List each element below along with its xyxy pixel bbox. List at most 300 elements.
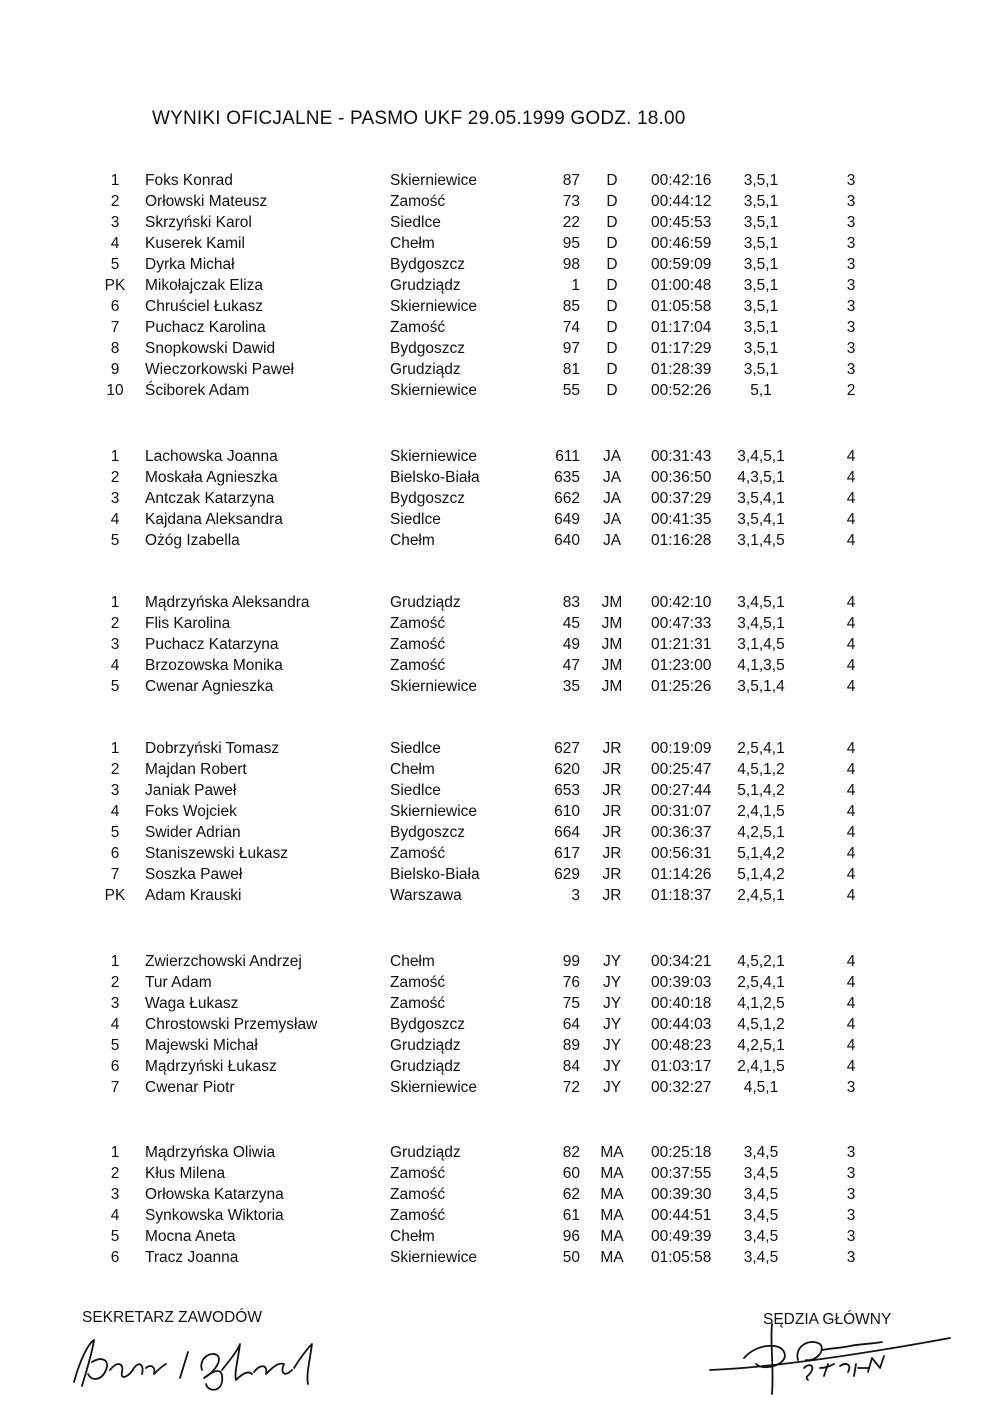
table-row [0, 1165, 1000, 1186]
start-number-cell: 85 [562, 298, 580, 315]
time-cell: 01:18:37 [651, 887, 712, 904]
results-group [0, 448, 1000, 553]
city-cell: Siedlce [390, 740, 441, 757]
place-cell: 4 [110, 657, 120, 674]
city-cell: Chełm [390, 1228, 435, 1245]
checkpoint-order-cell: 3,4,5 [743, 1186, 779, 1203]
place-cell: 4 [110, 1016, 120, 1033]
secretary-label: SEKRETARZ ZAWODÓW [82, 1309, 262, 1326]
checkpoint-count-cell: 4 [846, 845, 856, 862]
checkpoint-count-cell: 4 [846, 1016, 856, 1033]
checkpoint-order-cell: 3,4,5,1 [737, 448, 785, 465]
category-cell: JY [602, 1016, 622, 1033]
start-number-cell: 84 [562, 1058, 580, 1075]
city-cell: Siedlce [390, 214, 441, 231]
checkpoint-count-cell: 3 [846, 1186, 856, 1203]
table-row [0, 214, 1000, 235]
start-number-cell: 95 [562, 235, 580, 252]
table-row [0, 1037, 1000, 1058]
checkpoint-count-cell: 4 [846, 953, 856, 970]
city-cell: Skierniewice [390, 678, 478, 695]
checkpoint-count-cell: 4 [846, 887, 856, 904]
name-cell: Adam Krauski [145, 887, 242, 904]
place-cell: 8 [110, 340, 120, 357]
city-cell: Zamość [390, 319, 446, 336]
table-row [0, 340, 1000, 361]
table-row [0, 172, 1000, 193]
table-row [0, 615, 1000, 636]
city-cell: Bielsko-Biała [390, 469, 480, 486]
place-cell: 3 [110, 995, 120, 1012]
checkpoint-order-cell: 3,5,1,4 [737, 678, 785, 695]
category-cell: JM [601, 636, 623, 653]
checkpoint-count-cell: 3 [846, 1079, 856, 1096]
table-row [0, 235, 1000, 256]
city-cell: Zamość [390, 974, 446, 991]
table-row [0, 678, 1000, 699]
name-cell: Mądrzyńska Aleksandra [145, 594, 310, 611]
category-cell: JY [602, 974, 622, 991]
time-cell: 01:17:29 [651, 340, 712, 357]
city-cell: Grudziądz [390, 1037, 461, 1054]
city-cell: Chełm [390, 953, 435, 970]
category-cell: JR [602, 845, 622, 862]
time-cell: 01:25:26 [651, 678, 712, 695]
table-row [0, 1207, 1000, 1228]
time-cell: 00:44:51 [651, 1207, 712, 1224]
start-number-cell: 76 [562, 974, 580, 991]
city-cell: Siedlce [390, 782, 441, 799]
name-cell: Skrzyński Karol [145, 214, 252, 231]
checkpoint-order-cell: 2,4,5,1 [737, 887, 785, 904]
category-cell: JR [602, 866, 622, 883]
table-row [0, 740, 1000, 761]
time-cell: 00:48:23 [651, 1037, 712, 1054]
city-cell: Bydgoszcz [390, 1016, 465, 1033]
table-row [0, 782, 1000, 803]
checkpoint-count-cell: 3 [846, 319, 856, 336]
checkpoint-order-cell: 3,5,1 [743, 193, 779, 210]
time-cell: 00:39:30 [651, 1186, 712, 1203]
name-cell: Kuserek Kamil [145, 235, 245, 252]
time-cell: 00:40:18 [651, 995, 712, 1012]
name-cell: Foks Wojciek [145, 803, 237, 820]
start-number-cell: 61 [562, 1207, 580, 1224]
table-row [0, 256, 1000, 277]
checkpoint-order-cell: 3,5,1 [743, 214, 779, 231]
table-row [0, 1228, 1000, 1249]
time-cell: 01:16:28 [651, 532, 712, 549]
time-cell: 00:36:37 [651, 824, 712, 841]
checkpoint-order-cell: 3,5,1 [743, 277, 779, 294]
place-cell: 4 [110, 511, 120, 528]
table-row [0, 277, 1000, 298]
start-number-cell: 98 [562, 256, 580, 273]
name-cell: Foks Konrad [145, 172, 233, 189]
name-cell: Dyrka Michał [145, 256, 235, 273]
city-cell: Siedlce [390, 511, 441, 528]
city-cell: Skierniewice [390, 1079, 478, 1096]
category-cell: D [606, 340, 618, 357]
name-cell: Ściborek Adam [145, 382, 250, 399]
name-cell: Moskała Agnieszka [145, 469, 278, 486]
category-cell: MA [600, 1144, 624, 1161]
checkpoint-order-cell: 3,4,5 [743, 1207, 779, 1224]
time-cell: 00:49:39 [651, 1228, 712, 1245]
time-cell: 00:44:03 [651, 1016, 712, 1033]
time-cell: 00:42:10 [651, 594, 712, 611]
start-number-cell: 3 [571, 887, 580, 904]
start-number-cell: 627 [554, 740, 580, 757]
table-row [0, 490, 1000, 511]
start-number-cell: 1 [571, 277, 580, 294]
city-cell: Bielsko-Biała [390, 866, 480, 883]
category-cell: D [606, 256, 618, 273]
start-number-cell: 664 [554, 824, 580, 841]
city-cell: Bydgoszcz [390, 340, 465, 357]
time-cell: 00:56:31 [651, 845, 712, 862]
results-group [0, 172, 1000, 403]
table-row [0, 974, 1000, 995]
category-cell: MA [600, 1207, 624, 1224]
start-number-cell: 635 [554, 469, 580, 486]
checkpoint-count-cell: 3 [846, 214, 856, 231]
checkpoint-order-cell: 4,3,5,1 [737, 469, 785, 486]
table-row [0, 995, 1000, 1016]
start-number-cell: 64 [562, 1016, 580, 1033]
category-cell: JR [602, 782, 622, 799]
place-cell: 1 [110, 594, 120, 611]
city-cell: Skierniewice [390, 803, 478, 820]
checkpoint-order-cell: 3,4,5,1 [737, 615, 785, 632]
checkpoint-count-cell: 4 [846, 490, 856, 507]
category-cell: JA [602, 532, 622, 549]
checkpoint-count-cell: 3 [846, 256, 856, 273]
place-cell: 9 [110, 361, 120, 378]
table-row [0, 594, 1000, 615]
name-cell: Orłowski Mateusz [145, 193, 268, 210]
checkpoint-order-cell: 3,1,4,5 [737, 636, 785, 653]
start-number-cell: 97 [562, 340, 580, 357]
time-cell: 00:52:26 [651, 382, 712, 399]
table-row [0, 866, 1000, 887]
category-cell: D [606, 298, 618, 315]
category-cell: MA [600, 1228, 624, 1245]
place-cell: 1 [110, 740, 120, 757]
checkpoint-order-cell: 3,4,5 [743, 1165, 779, 1182]
time-cell: 00:42:16 [651, 172, 712, 189]
secretary-signature [62, 1330, 332, 1395]
place-cell: 2 [110, 615, 120, 632]
checkpoint-count-cell: 3 [846, 1207, 856, 1224]
start-number-cell: 629 [554, 866, 580, 883]
time-cell: 00:59:09 [651, 256, 712, 273]
city-cell: Grudziądz [390, 277, 461, 294]
time-cell: 00:25:18 [651, 1144, 712, 1161]
checkpoint-order-cell: 4,5,1,2 [737, 1016, 785, 1033]
place-cell: 6 [110, 1058, 120, 1075]
start-number-cell: 74 [562, 319, 580, 336]
place-cell: 1 [110, 1144, 120, 1161]
city-cell: Zamość [390, 995, 446, 1012]
checkpoint-count-cell: 4 [846, 511, 856, 528]
category-cell: D [606, 277, 618, 294]
place-cell: 5 [110, 1228, 120, 1245]
checkpoint-count-cell: 3 [846, 340, 856, 357]
start-number-cell: 82 [562, 1144, 580, 1161]
checkpoint-order-cell: 3,5,1 [743, 319, 779, 336]
city-cell: Zamość [390, 1207, 446, 1224]
name-cell: Kłus Milena [145, 1165, 226, 1182]
time-cell: 00:46:59 [651, 235, 712, 252]
checkpoint-order-cell: 3,5,1 [743, 172, 779, 189]
checkpoint-count-cell: 3 [846, 1144, 856, 1161]
checkpoint-order-cell: 2,5,4,1 [737, 740, 785, 757]
checkpoint-order-cell: 3,5,1 [743, 298, 779, 315]
city-cell: Zamość [390, 1186, 446, 1203]
category-cell: JM [601, 657, 623, 674]
time-cell: 01:05:58 [651, 298, 712, 315]
name-cell: Mądrzyńska Oliwia [145, 1144, 276, 1161]
name-cell: Tur Adam [145, 974, 212, 991]
checkpoint-order-cell: 5,1,4,2 [737, 845, 785, 862]
name-cell: Soszka Paweł [145, 866, 243, 883]
checkpoint-order-cell: 3,4,5 [743, 1249, 779, 1266]
start-number-cell: 55 [562, 382, 580, 399]
place-cell: 5 [110, 256, 120, 273]
time-cell: 00:25:47 [651, 761, 712, 778]
table-row [0, 824, 1000, 845]
table-row [0, 1186, 1000, 1207]
checkpoint-count-cell: 3 [846, 172, 856, 189]
results-group [0, 594, 1000, 699]
checkpoint-count-cell: 3 [846, 193, 856, 210]
place-cell: 2 [110, 761, 120, 778]
place-cell: 4 [110, 235, 120, 252]
time-cell: 00:34:21 [651, 953, 712, 970]
start-number-cell: 620 [554, 761, 580, 778]
city-cell: Bydgoszcz [390, 490, 465, 507]
city-cell: Skierniewice [390, 1249, 478, 1266]
checkpoint-count-cell: 3 [846, 361, 856, 378]
table-row [0, 1079, 1000, 1100]
checkpoint-count-cell: 4 [846, 782, 856, 799]
category-cell: D [606, 235, 618, 252]
start-number-cell: 22 [562, 214, 580, 231]
checkpoint-order-cell: 3,5,1 [743, 235, 779, 252]
city-cell: Zamość [390, 615, 446, 632]
name-cell: Cwenar Agnieszka [145, 678, 274, 695]
checkpoint-order-cell: 4,1,3,5 [737, 657, 785, 674]
table-row [0, 1249, 1000, 1270]
city-cell: Skierniewice [390, 298, 478, 315]
checkpoint-order-cell: 4,5,1 [743, 1079, 779, 1096]
table-row [0, 636, 1000, 657]
results-group [0, 1144, 1000, 1270]
place-cell: 2 [110, 974, 120, 991]
results-group [0, 740, 1000, 908]
time-cell: 00:27:44 [651, 782, 712, 799]
place-cell: 2 [110, 193, 120, 210]
category-cell: JA [602, 448, 622, 465]
checkpoint-count-cell: 4 [846, 636, 856, 653]
category-cell: D [606, 382, 618, 399]
time-cell: 01:23:00 [651, 657, 712, 674]
place-cell: 6 [110, 845, 120, 862]
category-cell: JR [602, 740, 622, 757]
results-group [0, 953, 1000, 1100]
table-row [0, 953, 1000, 974]
start-number-cell: 47 [562, 657, 580, 674]
checkpoint-order-cell: 5,1 [750, 382, 772, 399]
category-cell: MA [600, 1165, 624, 1182]
table-row [0, 1016, 1000, 1037]
place-cell: 3 [110, 1186, 120, 1203]
name-cell: Snopkowski Dawid [145, 340, 276, 357]
place-cell: 7 [110, 319, 120, 336]
category-cell: JM [601, 615, 623, 632]
place-cell: 1 [110, 172, 120, 189]
checkpoint-order-cell: 3,5,1 [743, 361, 779, 378]
table-row [0, 845, 1000, 866]
name-cell: Chrostowski Przemysław [145, 1016, 318, 1033]
table-row [0, 361, 1000, 382]
name-cell: Ożóg Izabella [145, 532, 240, 549]
judge-label: SĘDZIA GŁÓWNY [763, 1311, 892, 1328]
place-cell: 5 [110, 678, 120, 695]
category-cell: JR [602, 761, 622, 778]
time-cell: 00:39:03 [651, 974, 712, 991]
city-cell: Skierniewice [390, 172, 478, 189]
category-cell: JR [602, 824, 622, 841]
city-cell: Zamość [390, 845, 446, 862]
name-cell: Puchacz Katarzyna [145, 636, 279, 653]
table-row [0, 1058, 1000, 1079]
name-cell: Orłowska Katarzyna [145, 1186, 284, 1203]
city-cell: Grudziądz [390, 1058, 461, 1075]
checkpoint-order-cell: 4,2,5,1 [737, 824, 785, 841]
place-cell: PK [104, 887, 126, 904]
checkpoint-count-cell: 4 [846, 740, 856, 757]
checkpoint-count-cell: 4 [846, 824, 856, 841]
city-cell: Chełm [390, 761, 435, 778]
name-cell: Flis Karolina [145, 615, 231, 632]
start-number-cell: 73 [562, 193, 580, 210]
table-row [0, 319, 1000, 340]
place-cell: 3 [110, 636, 120, 653]
time-cell: 01:21:31 [651, 636, 712, 653]
time-cell: 01:00:48 [651, 277, 712, 294]
place-cell: 3 [110, 490, 120, 507]
checkpoint-order-cell: 5,1,4,2 [737, 866, 785, 883]
category-cell: JY [602, 1037, 622, 1054]
checkpoint-count-cell: 2 [846, 382, 856, 399]
category-cell: D [606, 319, 618, 336]
place-cell: PK [104, 277, 126, 294]
city-cell: Chełm [390, 235, 435, 252]
checkpoint-count-cell: 4 [846, 532, 856, 549]
table-row [0, 511, 1000, 532]
time-cell: 00:32:27 [651, 1079, 712, 1096]
name-cell: Brzozowska Monika [145, 657, 283, 674]
time-cell: 01:17:04 [651, 319, 712, 336]
name-cell: Synkowska Wiktoria [145, 1207, 284, 1224]
checkpoint-count-cell: 4 [846, 866, 856, 883]
place-cell: 5 [110, 1037, 120, 1054]
table-row [0, 382, 1000, 403]
place-cell: 7 [110, 866, 120, 883]
name-cell: Mikołajczak Eliza [145, 277, 264, 294]
checkpoint-count-cell: 3 [846, 1165, 856, 1182]
checkpoint-count-cell: 3 [846, 1228, 856, 1245]
judge-signature [700, 1318, 960, 1398]
time-cell: 00:36:50 [651, 469, 712, 486]
city-cell: Chełm [390, 532, 435, 549]
start-number-cell: 81 [562, 361, 580, 378]
place-cell: 2 [110, 469, 120, 486]
category-cell: JR [602, 803, 622, 820]
category-cell: JY [602, 1058, 622, 1075]
category-cell: JA [602, 490, 622, 507]
category-cell: D [606, 214, 618, 231]
start-number-cell: 653 [554, 782, 580, 799]
category-cell: JA [602, 469, 622, 486]
name-cell: Swider Adrian [145, 824, 241, 841]
page-title: WYNIKI OFICJALNE - PASMO UKF 29.05.1999 GODZ. 18.00 [152, 108, 686, 129]
checkpoint-count-cell: 4 [846, 761, 856, 778]
start-number-cell: 662 [554, 490, 580, 507]
place-cell: 2 [110, 1165, 120, 1182]
table-row [0, 657, 1000, 678]
checkpoint-order-cell: 4,2,5,1 [737, 1037, 785, 1054]
checkpoint-count-cell: 4 [846, 1058, 856, 1075]
place-cell: 4 [110, 803, 120, 820]
name-cell: Staniszewski Łukasz [145, 845, 289, 862]
category-cell: D [606, 361, 618, 378]
checkpoint-order-cell: 3,4,5 [743, 1144, 779, 1161]
category-cell: JA [602, 511, 622, 528]
checkpoint-count-cell: 4 [846, 594, 856, 611]
start-number-cell: 649 [554, 511, 580, 528]
category-cell: MA [600, 1249, 624, 1266]
name-cell: Chruściel Łukasz [145, 298, 264, 315]
category-cell: MA [600, 1186, 624, 1203]
checkpoint-count-cell: 4 [846, 678, 856, 695]
place-cell: 1 [110, 953, 120, 970]
start-number-cell: 617 [554, 845, 580, 862]
time-cell: 00:41:35 [651, 511, 712, 528]
name-cell: Cwenar Piotr [145, 1079, 235, 1096]
checkpoint-count-cell: 4 [846, 469, 856, 486]
name-cell: Zwierzchowski Andrzej [145, 953, 302, 970]
name-cell: Kajdana Aleksandra [145, 511, 283, 528]
city-cell: Grudziądz [390, 361, 461, 378]
category-cell: JY [602, 1079, 622, 1096]
name-cell: Mocna Aneta [145, 1228, 236, 1245]
place-cell: 5 [110, 824, 120, 841]
table-row [0, 887, 1000, 908]
checkpoint-order-cell: 2,4,1,5 [737, 1058, 785, 1075]
table-row [0, 298, 1000, 319]
name-cell: Majewski Michał [145, 1037, 258, 1054]
checkpoint-order-cell: 2,4,1,5 [737, 803, 785, 820]
start-number-cell: 83 [562, 594, 580, 611]
checkpoint-order-cell: 3,4,5 [743, 1228, 779, 1245]
checkpoint-order-cell: 3,5,4,1 [737, 511, 785, 528]
checkpoint-count-cell: 3 [846, 235, 856, 252]
name-cell: Mądrzyński Łukasz [145, 1058, 277, 1075]
start-number-cell: 75 [562, 995, 580, 1012]
